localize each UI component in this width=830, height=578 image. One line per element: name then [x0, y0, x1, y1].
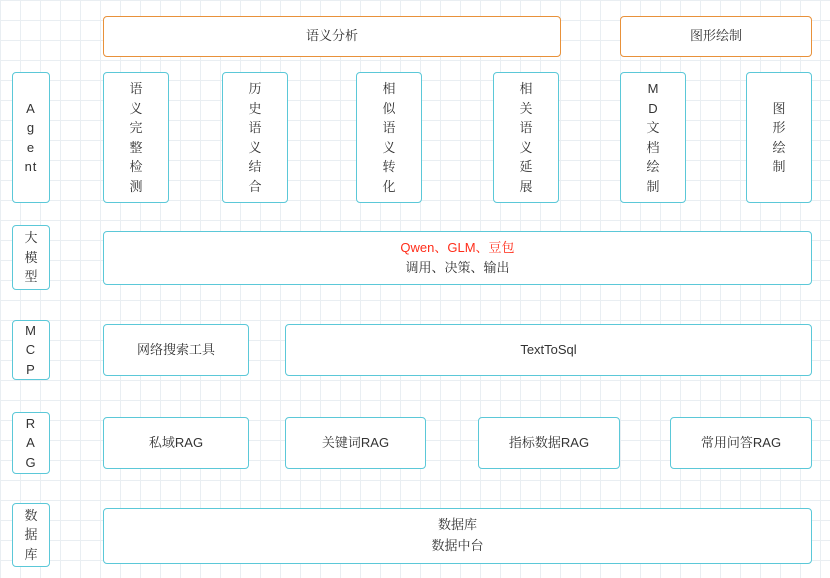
agent-box-md-doc-drawing[interactable] [620, 72, 686, 203]
agent-box-label: 历史语义结合 [248, 81, 262, 194]
llm-subtitle-text: 调用、决策、输出 [405, 260, 510, 275]
rag-box-label: 常用问答RAG [700, 434, 782, 450]
rag-box-metric-data[interactable] [478, 417, 620, 469]
agent-box-label: 图形绘制 [772, 100, 786, 174]
rag-box-keyword[interactable] [285, 417, 426, 469]
layer-label-mcp[interactable] [12, 320, 50, 380]
layer-label-rag[interactable] [12, 412, 50, 474]
agent-box-related-semantic-extension[interactable] [493, 72, 559, 203]
rag-box-label: 关键词RAG [321, 434, 390, 450]
agent-box-graph-drawing[interactable] [746, 72, 812, 203]
llm-box-content [400, 238, 514, 278]
agent-box-label: 相关语义延展 [519, 81, 533, 194]
layer-label-text: 数据库 [24, 507, 38, 562]
database-line1: 数据库 [437, 517, 477, 533]
database-box[interactable] [103, 508, 812, 564]
rag-box-label: 私域RAG [148, 434, 204, 450]
agent-box-label: 语义完整检测 [129, 81, 143, 194]
llm-box[interactable] [103, 231, 812, 285]
agent-box-history-semantic-merge[interactable] [222, 72, 288, 203]
agent-box-similar-semantic-transform[interactable] [356, 72, 422, 203]
layer-label-text: RAG [25, 415, 37, 470]
layer-label-database[interactable] [12, 503, 50, 567]
rag-box-faq[interactable] [670, 417, 812, 469]
database-line2: 数据中台 [431, 538, 484, 553]
header-box-label: 语义分析 [305, 28, 358, 44]
database-box-content [431, 515, 483, 557]
mcp-box-web-search-tool[interactable] [103, 324, 249, 376]
layer-label-text: 大模型 [24, 230, 38, 285]
agent-box-label: 相似语义转化 [382, 81, 396, 194]
layer-label-text: Agent [24, 100, 38, 174]
layer-label-llm[interactable] [12, 225, 50, 290]
agent-box-label: MD文档绘制 [646, 81, 660, 194]
layer-label-text: MCP [25, 322, 37, 377]
mcp-box-label: 网络搜索工具 [136, 341, 215, 357]
mcp-box-text-to-sql[interactable] [285, 324, 812, 376]
header-box-semantic-analysis[interactable] [103, 16, 561, 57]
rag-box-private-domain[interactable] [103, 417, 249, 469]
llm-models-text: Qwen、GLM、豆包 [400, 239, 515, 255]
header-box-label: 图形绘制 [689, 28, 742, 44]
rag-box-label: 指标数据RAG [508, 434, 590, 450]
layer-label-agent[interactable] [12, 72, 50, 203]
mcp-box-label: TextToSql [520, 341, 577, 357]
header-box-graph-drawing[interactable] [620, 16, 812, 57]
agent-box-semantic-integrity-check[interactable] [103, 72, 169, 203]
